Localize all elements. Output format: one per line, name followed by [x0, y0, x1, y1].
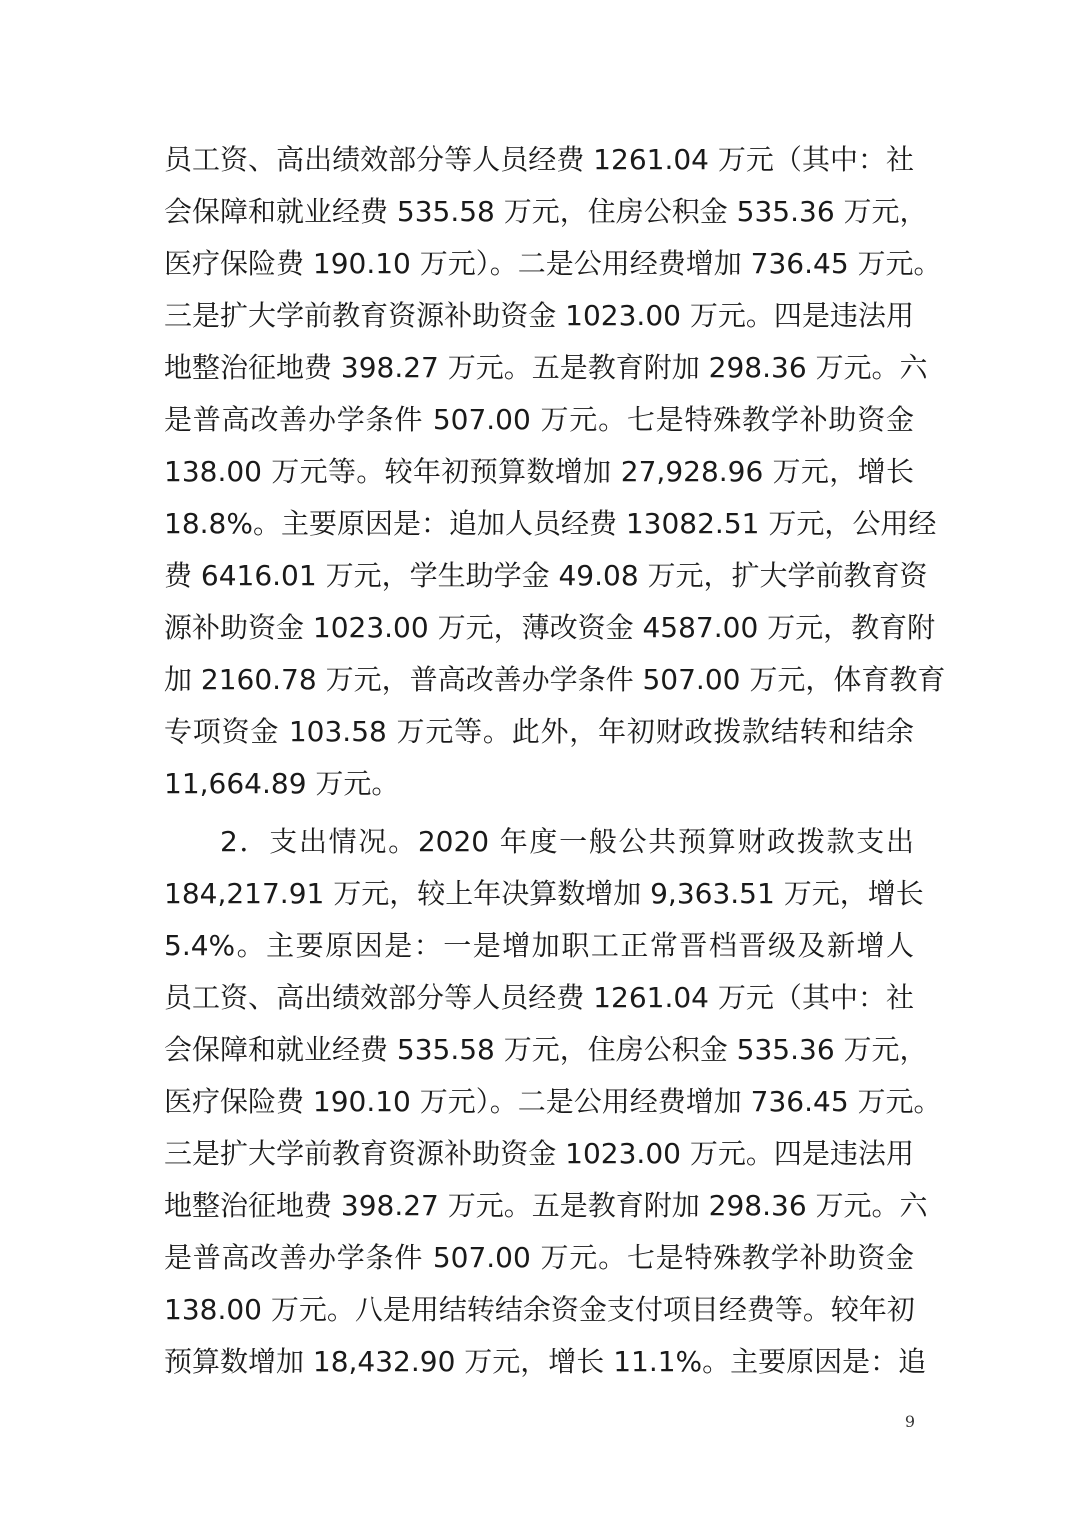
text-line: 费 6416.01 万元，学生助学金 49.08 万元，扩大学前教育资 — [164, 559, 928, 592]
text-line: 专项资金 103.58 万元等。此外，年初财政拨款结转和结余 — [164, 715, 914, 748]
body-text — [164, 134, 946, 1388]
text-line: 三是扩大学前教育资源补助资金 1023.00 万元。四是违法用 — [164, 1137, 914, 1170]
paragraph-2 — [164, 816, 942, 1388]
text-line: 医疗保险费 190.10 万元）。二是公用经费增加 736.45 万元。 — [164, 1085, 942, 1118]
text-line: 138.00 万元。八是用结转结余资金支付项目经费等。较年初 — [164, 1293, 915, 1326]
text-line: 18.8%。主要原因是：追加人员经费 13082.51 万元，公用经 — [164, 507, 937, 540]
text-line: 员工资、高出绩效部分等人员经费 1261.04 万元（其中：社 — [164, 143, 914, 176]
text-line: 会保障和就业经费 535.58 万元，住房公积金 535.36 万元， — [164, 1033, 928, 1066]
text-line: 地整治征地费 398.27 万元。五是教育附加 298.36 万元。六 — [164, 351, 928, 384]
text-line: 138.00 万元等。较年初预算数增加 27,928.96 万元，增长 — [164, 455, 914, 488]
text-line: 是普高改善办学条件 507.00 万元。七是特殊教学补助资金 — [164, 403, 914, 436]
text-line: 加 2160.78 万元，普高改善办学条件 507.00 万元，体育教育 — [164, 663, 946, 696]
text-line: 三是扩大学前教育资源补助资金 1023.00 万元。四是违法用 — [164, 299, 914, 332]
page-number: 9 — [904, 1412, 916, 1431]
text-line: 5.4%。主要原因是：一是增加职工正常晋档晋级及新增人 — [164, 929, 914, 962]
text-line: 预算数增加 18,432.90 万元，增长 11.1%。主要原因是：追 — [164, 1345, 927, 1378]
text-line: 是普高改善办学条件 507.00 万元。七是特殊教学补助资金 — [164, 1241, 914, 1274]
paragraph-1 — [164, 134, 946, 810]
text-line: 源补助资金 1023.00 万元，薄改资金 4587.00 万元，教育附 — [164, 611, 936, 644]
text-line: 会保障和就业经费 535.58 万元，住房公积金 535.36 万元， — [164, 195, 928, 228]
text-line: 11,664.89 万元。 — [164, 767, 400, 800]
text-line: 医疗保险费 190.10 万元）。二是公用经费增加 736.45 万元。 — [164, 247, 942, 280]
text-line: 184,217.91 万元，较上年决算数增加 9,363.51 万元，增长 — [164, 877, 924, 910]
text-line: 员工资、高出绩效部分等人员经费 1261.04 万元（其中：社 — [164, 981, 914, 1014]
text-line: 2．支出情况。2020 年度一般公共预算财政拨款支出 — [220, 825, 914, 858]
text-line: 地整治征地费 398.27 万元。五是教育附加 298.36 万元。六 — [164, 1189, 928, 1222]
